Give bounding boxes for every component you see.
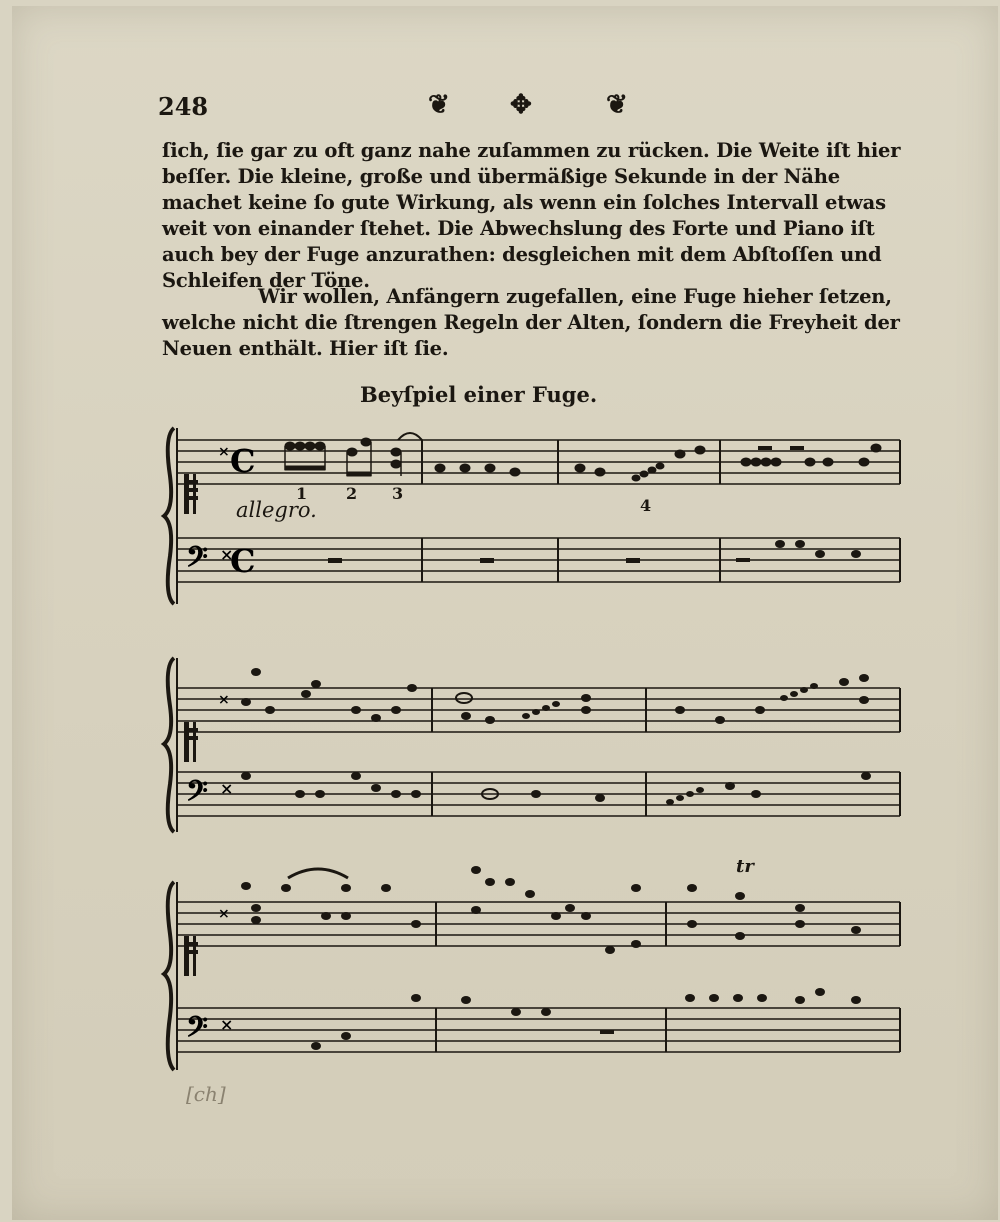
bass-clef-icon: 𝄢 [186, 541, 208, 581]
bass-clef-icon: 𝄢 [186, 1011, 208, 1051]
tempo-marking: allegro. [236, 498, 317, 522]
trill-marking: tr [736, 856, 754, 877]
key-signature-sharp-bass: × [220, 779, 234, 798]
key-signature-sharp: × [218, 444, 230, 460]
soprano-clef-icon [184, 474, 198, 514]
paragraph-1-text: ſich, ſie gar zu oft ganz nahe zuſammen zu rücken. Die Weite iſt hier beſſer. Die kleine, große und übermäßige Sekunde in der Nähe machet keine ſo gute Wirkung, als wenn ein ſolches Intervall etwas weit von einander ſtehet. Die Abwechslung des Forte und Piano iſt auch bey der Fuge anzurathen: desgleichen mit dem Abſtoſſen und Schleifen der Töne. [162, 139, 901, 292]
bass-clef-icon: 𝄢 [186, 775, 208, 815]
soprano-clef-icon [184, 722, 198, 762]
example-title: Beyſpiel einer Fuge. [360, 382, 598, 407]
treble-notes [241, 668, 869, 724]
time-signature-bass: C [230, 542, 256, 580]
page-number: 248 [158, 92, 209, 121]
brace-icon [164, 428, 177, 604]
brace-icon [164, 658, 177, 832]
barlines [432, 688, 900, 816]
paragraph-2 [162, 284, 902, 362]
treble-staff [177, 902, 900, 946]
key-signature-sharp-bass: × [220, 545, 234, 564]
ornament-center-icon: ✥ [510, 90, 532, 120]
fingering-4: 4 [640, 496, 652, 515]
score-system-3 [160, 860, 905, 1080]
soprano-clef-icon [184, 936, 198, 976]
ornament-left-icon: ❦ [428, 90, 450, 120]
rests-treble [758, 446, 804, 450]
time-signature-treble: C [230, 442, 256, 480]
page-header [158, 92, 898, 126]
fingering-3: 3 [392, 484, 404, 503]
treble-notes [241, 866, 861, 954]
bass-staff [177, 538, 900, 582]
bass-staff [177, 1008, 900, 1052]
margin-mark: [ch] [186, 1082, 226, 1106]
score-system-2 [160, 638, 905, 843]
key-signature-sharp-bass: × [220, 1015, 234, 1034]
paragraph-1 [162, 138, 902, 294]
bass-notes [241, 772, 871, 805]
fingering-2: 2 [346, 484, 358, 503]
key-signature-sharp: × [218, 692, 230, 708]
fingering-1: 1 [296, 484, 308, 503]
ornament-right-icon: ❦ [606, 90, 628, 120]
paragraph-2-text: Wir wollen, Anfängern zugefallen, eine Fuge hieher ſetzen, welche nicht die ſtrengen Regeln der Alten, ſondern die Freyheit der Neuen enthält. Hier iſt ſie. [162, 285, 900, 360]
key-signature-sharp: × [218, 906, 230, 922]
brace-icon [164, 882, 177, 1070]
